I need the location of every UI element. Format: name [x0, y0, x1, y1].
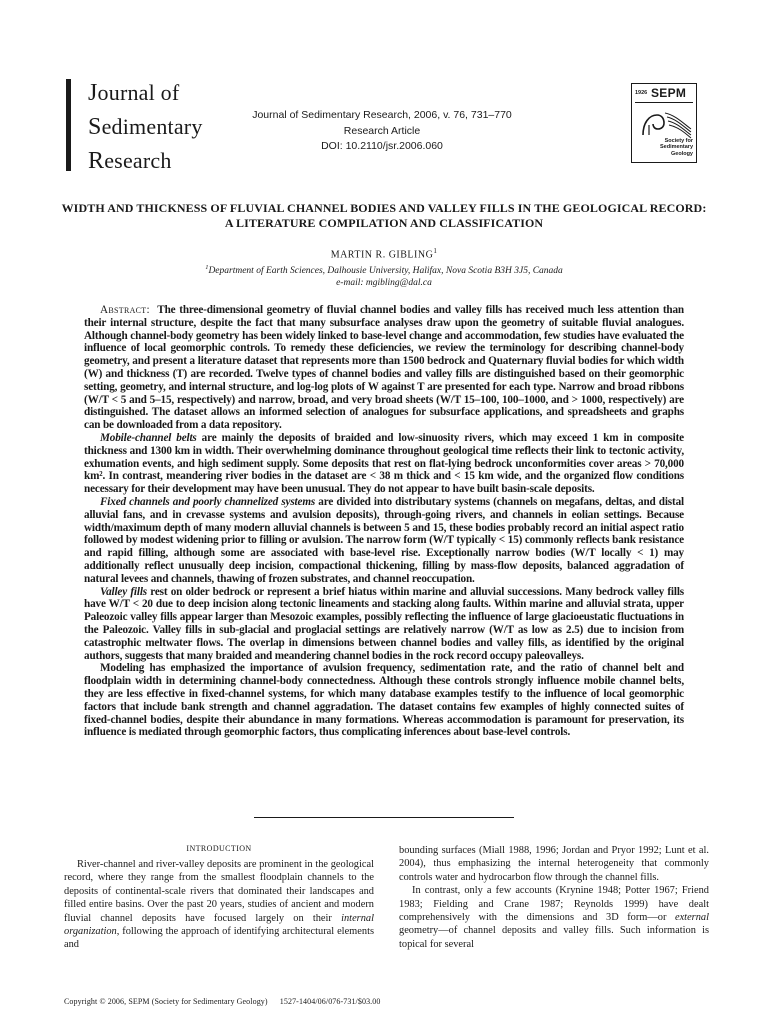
body-column-left [64, 844, 374, 952]
sepm-logo-wordmark: SEPM [651, 86, 687, 100]
abstract-paragraph-2: Mobile-channel belts are mainly the deposits of braided and low-sinuosity rivers, which may exceed 1 km in composite thickness and 1300 km in width. Their overwhelming dominance throughout geological time reflects their link to tectonic activity, exhumation events, and high sediment supply. Some deposits that rest on flat-lying bedrock unconformities cover areas > 70,000 km². In contrast, meandering river bodies in the dataset are < 38 m thick and < 15 km wide, and the organized flow conditions necessary for their development may have been unusual. They do not appear to have built basin-scale deposits. [84, 431, 684, 496]
journal-name [88, 76, 203, 178]
journal-name-line-2: Sedimentary [88, 114, 203, 140]
sepm-logo-header [632, 84, 696, 100]
body-column-right [399, 844, 709, 951]
issn-code: 1527-1404/06/076-731/$03.00 [279, 997, 381, 1006]
journal-name-line-3: Research [88, 148, 172, 174]
sepm-logo-year: 1926 [635, 90, 648, 96]
section-heading-introduction: INTRODUCTION [186, 844, 252, 853]
citation-text: Journal of Sedimentary Research, 2006, v. 76, 731–770 [252, 109, 512, 121]
section-divider [254, 817, 514, 818]
doi-link[interactable]: DOI: 10.2110/jsr.2006.060 [321, 140, 443, 152]
abstract-paragraph-4: Valley fills rest on older bedrock or represent a brief hiatus within marine and alluvial successions. Many bedrock valley fills have W/T < 20 due to deep incision along tectonic lineaments and stacking along faults. Within marine and alluvial strata, upper Paleozoic valley fills appear larger than Mesozoic examples, possibly reflecting the influence of large glacioeustatic fluctuations in the Paleozoic. Valley fills in sub-glacial and proglacial settings are relatively narrow (W/T as low as 2.5) due to incision from catastrophic meltwater flows. The overlap in dimensions between channel bodies and valley fills, as identified by the original authors, suggests that many braided and meandering channel bodies in the rock record occupy paleovalleys. [84, 585, 684, 662]
journal-name-line-1: Journal of [88, 80, 180, 106]
intro-paragraph-1: River-channel and river-valley deposits are prominent in the geological record, where they range from the smallest floodplain channels to the deposits of continental-scale rivers that dominated their landscapes and filled entire basins. Over the past 20 years, studies of ancient and modern fluvial channel deposits have focused largely on their internal organization, following the approach of identifying architectural elements and [64, 859, 374, 951]
intro-paragraph-2: In contrast, only a few accounts (Krynine 1948; Potter 1967; Friend 1983; Fielding and Crane 1987; Reynolds 1999) have dealt comprehensively with the dimensions and 3D form—or external geometry—of channel deposits and valley fills. Such information is topical for several [399, 885, 709, 950]
intro-paragraph-1-continued: bounding surfaces (Miall 1988, 1996; Jordan and Pryor 1992; Lunt et al. 2004), thus emphasizing the internal heterogeneity that commonly controls water and hydrocarbon flow through the channel fills. [399, 845, 709, 883]
sepm-logo [631, 83, 697, 163]
affiliation-text: Department of Earth Sciences, Dalhousie University, Halifax, Nova Scotia B3H 3J5, Canada [208, 266, 563, 277]
article-type: Research Article [343, 124, 421, 137]
journal-vertical-bar [66, 79, 71, 171]
paper-title: WIDTH AND THICKNESS OF FLUVIAL CHANNEL BODIES AND VALLEY FILLS IN THE GEOLOGICAL RECORD: A LITERATURE COMPILATION AND CLASSIFICATION [61, 201, 707, 230]
author-affiliation [60, 262, 708, 289]
sepm-logo-subtitle: Society for Sedimentary Geology [659, 137, 693, 157]
abstract-label: Abstract: [100, 304, 150, 316]
author-email[interactable]: e-mail: mgibling@dal.ca [336, 278, 432, 289]
abstract-paragraph-1: Abstract: The three-dimensional geometry of fluvial channel bodies and valley fills has received much less attention than their internal structure, despite the fact that many subsurface analyses draw upon the geometry of suitable fluvial analogues. Although channel-body geometry has been widely linked to base-level change and accommodation, few studies have evaluated the influence of local geomorphic controls. To remedy these deficiencies, we review the terminology for describing channel-body geometry, and present a literature dataset that represents more than 1500 bedrock and Quaternary fluvial bodies for which width (W) and thickness (T) are recorded. Twelve types of channel bodies and valley fills are distinguished based on their geomorphic setting, geometry, and internal structure, and log-log plots of W against T are presented for each type. Narrow and broad ribbons (W/T < 5 and 5–15, respectively) and narrow, broad, and very broad sheets (W/T 15–100, 100–1000, and > 1000, respectively) are distinguished. The dataset allows an informed selection of analogues for subsurface applications, and spreadsheets and graphs can be downloaded from a data repository. [84, 304, 685, 432]
citation-block [232, 108, 532, 155]
copyright-notice: Copyright © 2006, SEPM (Society for Sedimentary Geology) [64, 997, 268, 1006]
author-name: MARTIN R. GIBLING$^1$ [330, 247, 438, 261]
author-footnote-mark: 1 [433, 247, 438, 255]
abstract-paragraph-5: Modeling has emphasized the importance of avulsion frequency, sedimentation rate, and the ratio of channel belt and floodplain width in determining channel-body connectedness. Although these controls strongly influence mobile channel belts, they are less effective in fixed-channel systems, for which many database examples testify to the influence of local geomorphic factors that include bank strength and channel aggradation. The dataset contains few examples of highly connected suites of fixed-channel bodies, despite their abundance in many formations. Whereas accommodation is paramount for preservation, its influence is mediated through geomorphic factors, thus complicating inferences about base-level controls. [84, 662, 684, 739]
abstract-paragraph-3: Fixed channels and poorly channelized systems are divided into distributary systems (channels on megafans, deltas, and distal alluvial fans, and in crevasse systems and avulsion deposits), through-going rivers, and channels in eolian settings. Because width/maximum depth of many modern alluvial channels is between 5 and 15, these bodies probably record an initial aspect ratio followed by modest widening prior to filling or avulsion. The narrow form (W/T typically < 15) commonly reflects bank resistance and rapid filling, although some are associated with base-level rise. Exceptionally narrow bodies (W/T locally < 1) may additionally reflect unusually deep incision, compactional thickening, filling by mass-flow deposits, balanced aggradation of natural levees and channels, thawing of frozen substrates, and channel reoccupation. [84, 495, 684, 585]
page-footer [64, 997, 390, 1006]
abstract [84, 304, 684, 739]
sepm-strata-icon [635, 105, 693, 141]
affiliation-footnote-mark: 1 [205, 264, 209, 271]
sepm-logo-rule [635, 102, 693, 103]
